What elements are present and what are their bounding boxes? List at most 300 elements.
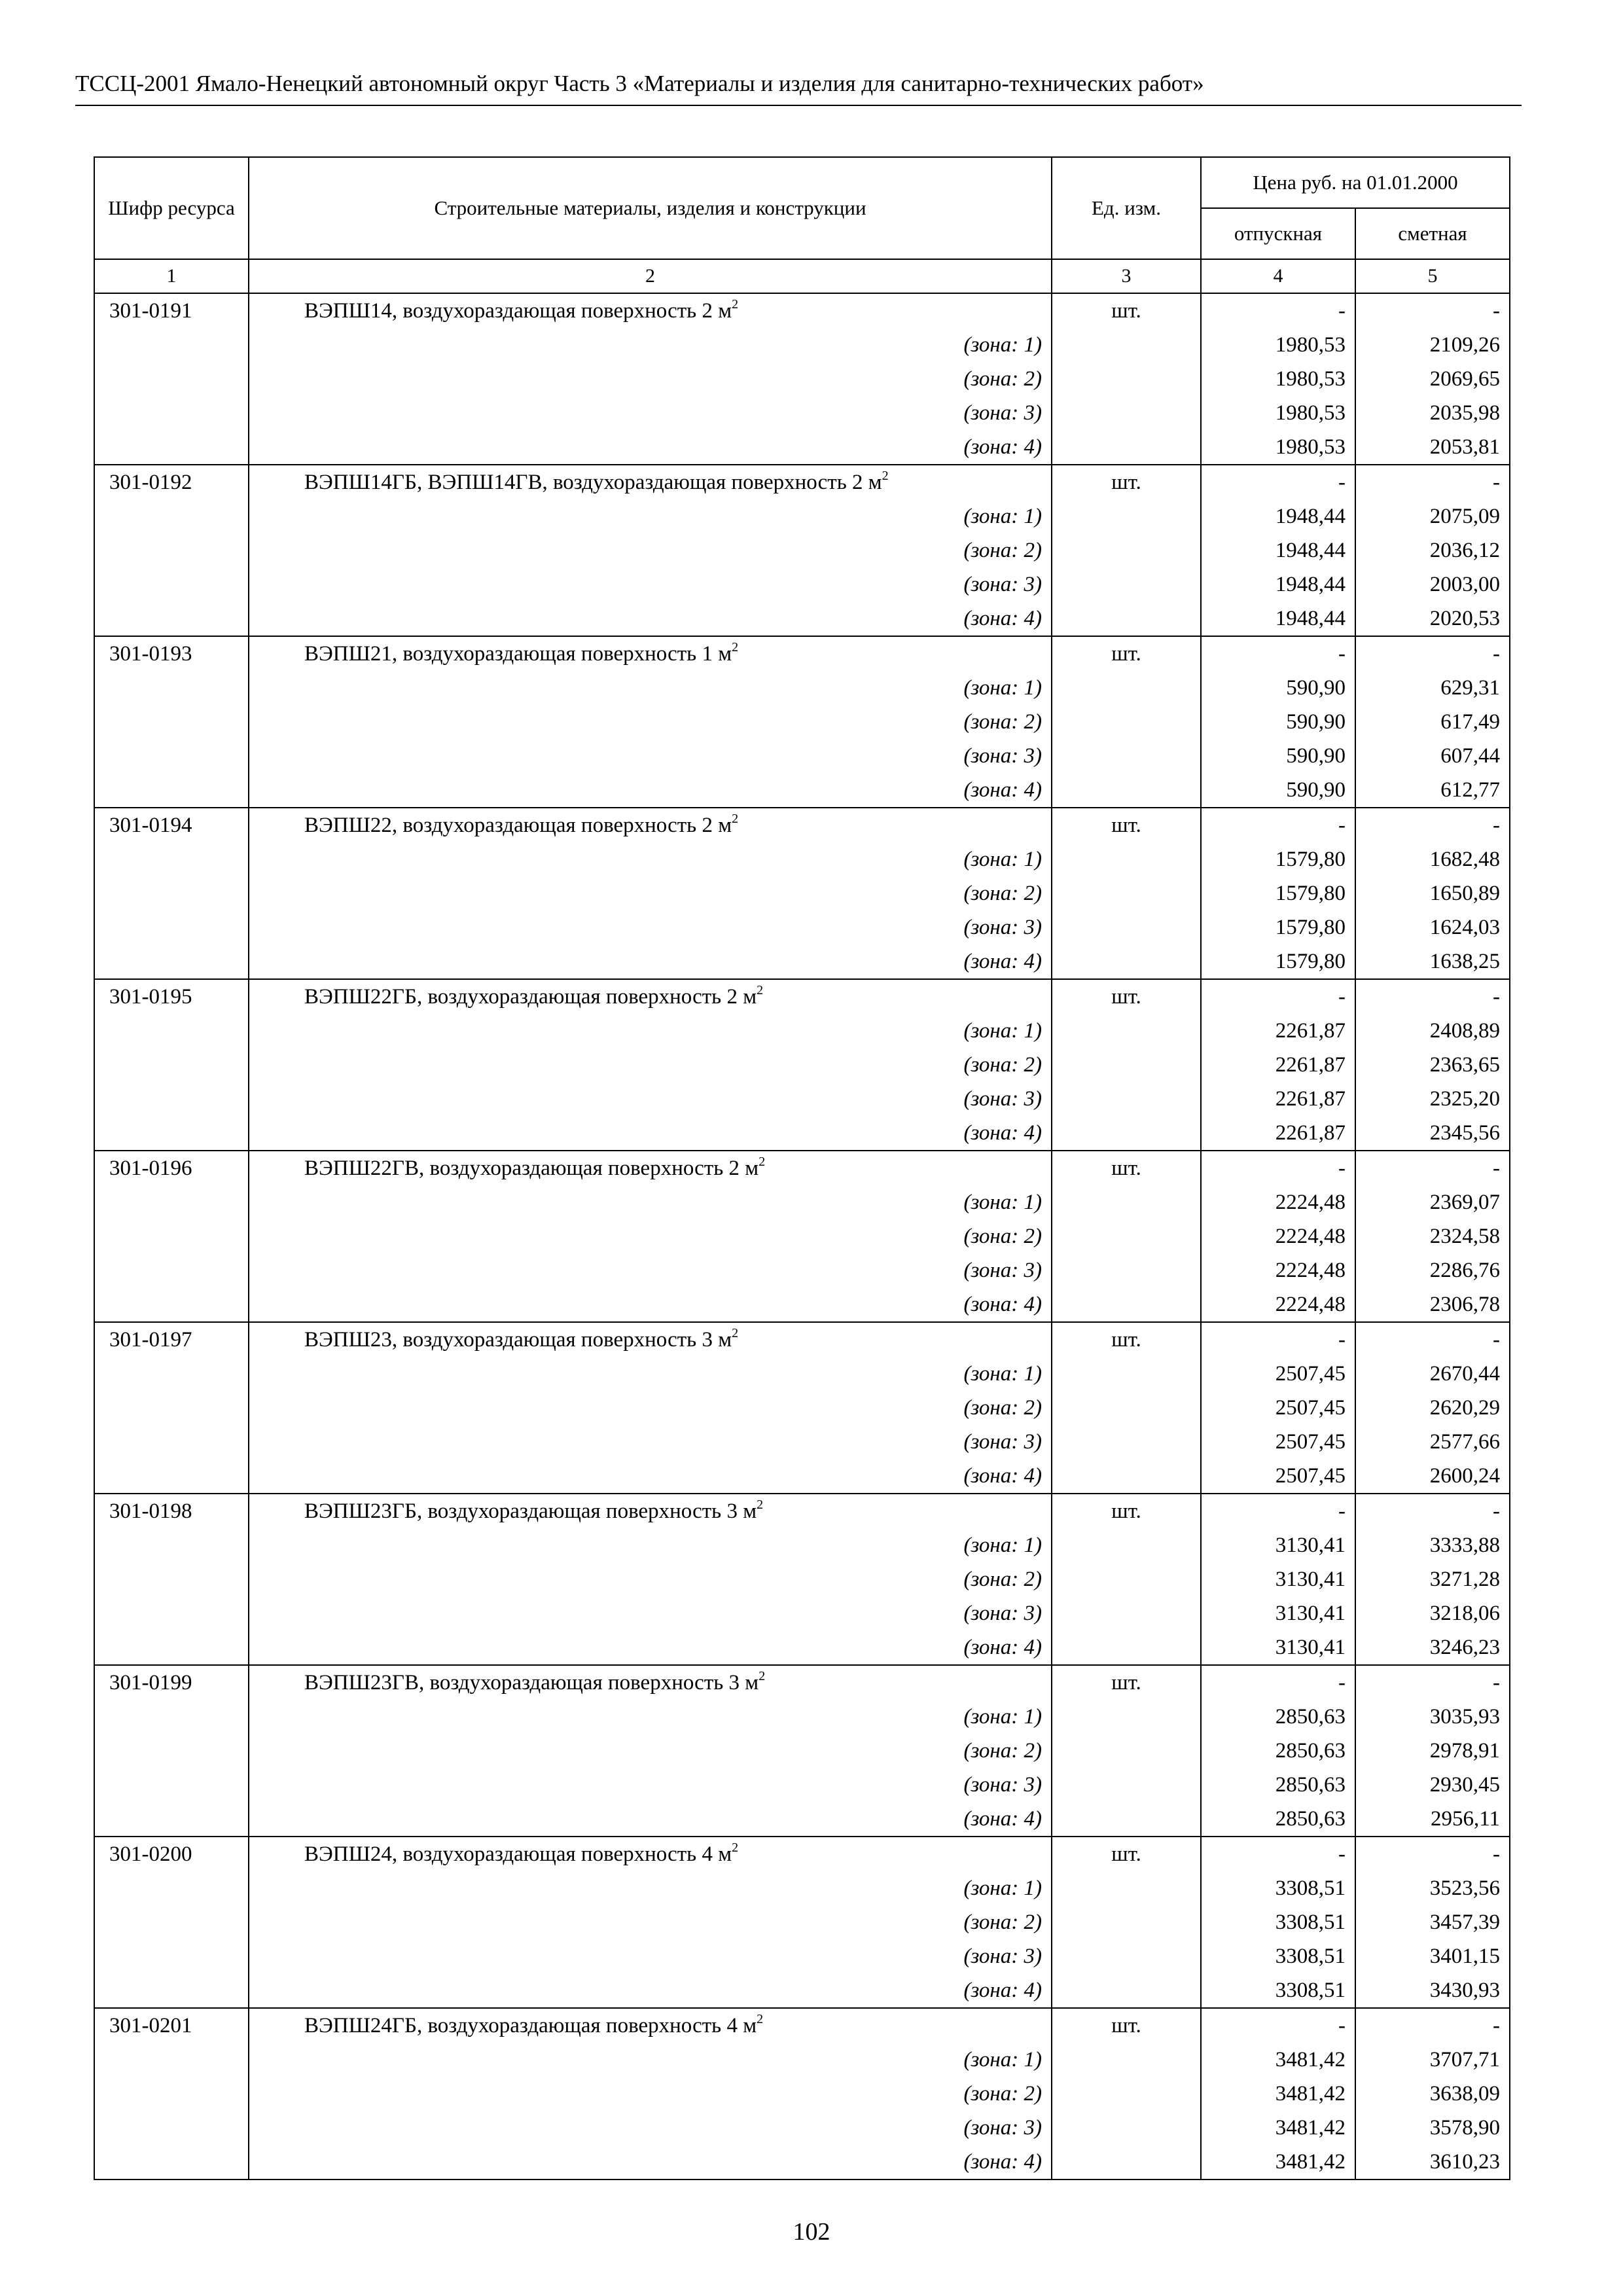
zone-label: (зона: 3) — [249, 910, 1052, 944]
zone-row — [94, 876, 1510, 910]
material-name-text: ВЭПШ24, воздухораздающая поверхность 4 м — [304, 1842, 732, 1866]
resource-code: 301-0198 — [94, 1494, 249, 1528]
estimate-price: 2620,29 — [1355, 1391, 1510, 1425]
estimate-price: 612,77 — [1355, 773, 1510, 808]
column-number: 5 — [1355, 259, 1510, 293]
zone-label: (зона: 4) — [249, 1802, 1052, 1837]
zone-row — [94, 1700, 1510, 1734]
table-row — [94, 1151, 1510, 1185]
release-price: 590,90 — [1201, 671, 1355, 705]
release-price: 1980,53 — [1201, 430, 1355, 465]
release-price: 3308,51 — [1201, 1905, 1355, 1939]
zone-row — [94, 1528, 1510, 1562]
zone-row — [94, 910, 1510, 944]
resource-code-empty — [94, 1357, 249, 1391]
resource-code-empty — [94, 773, 249, 808]
unit-empty — [1052, 533, 1201, 567]
unit-exponent: 2 — [882, 469, 889, 483]
release-price: 3308,51 — [1201, 1871, 1355, 1905]
zone-row — [94, 1768, 1510, 1802]
resource-code: 301-0195 — [94, 979, 249, 1014]
zone-row — [94, 533, 1510, 567]
zone-label: (зона: 4) — [249, 1973, 1052, 2008]
zone-row — [94, 705, 1510, 739]
unit-empty — [1052, 1871, 1201, 1905]
zone-label: (зона: 2) — [249, 1048, 1052, 1082]
resource-code-empty — [94, 1185, 249, 1219]
zone-label: (зона: 4) — [249, 1116, 1052, 1151]
estimate-price: - — [1355, 1151, 1510, 1185]
unit-empty — [1052, 1287, 1201, 1322]
unit-empty — [1052, 567, 1201, 601]
estimate-price: 2286,76 — [1355, 1253, 1510, 1287]
release-price: 1948,44 — [1201, 533, 1355, 567]
resource-code-empty — [94, 1871, 249, 1905]
zone-label: (зона: 3) — [249, 1082, 1052, 1116]
resource-code-empty — [94, 1734, 249, 1768]
zone-row — [94, 1734, 1510, 1768]
release-price: 1948,44 — [1201, 567, 1355, 601]
material-name-text: ВЭПШ24ГБ, воздухораздающая поверхность 4 м — [304, 2014, 757, 2037]
estimate-price: 2978,91 — [1355, 1734, 1510, 1768]
unit-empty — [1052, 1219, 1201, 1253]
resource-code: 301-0197 — [94, 1322, 249, 1357]
unit-of-measure: шт. — [1052, 293, 1201, 328]
unit-empty — [1052, 1014, 1201, 1048]
unit-empty — [1052, 1939, 1201, 1973]
estimate-price: - — [1355, 2008, 1510, 2043]
material-name-text: ВЭПШ21, воздухораздающая поверхность 1 м — [304, 642, 732, 666]
release-price: - — [1201, 465, 1355, 499]
release-price: 590,90 — [1201, 705, 1355, 739]
unit-empty — [1052, 1905, 1201, 1939]
unit-empty — [1052, 876, 1201, 910]
unit-empty — [1052, 1391, 1201, 1425]
release-price: - — [1201, 293, 1355, 328]
table-row — [94, 636, 1510, 671]
unit-exponent: 2 — [757, 1498, 764, 1512]
estimate-price: 2306,78 — [1355, 1287, 1510, 1322]
table-row — [94, 1322, 1510, 1357]
table-row — [94, 1494, 1510, 1528]
zone-label: (зона: 2) — [249, 533, 1052, 567]
estimate-price: 3578,90 — [1355, 2111, 1510, 2145]
resource-code-empty — [94, 1287, 249, 1322]
unit-exponent: 2 — [758, 1155, 766, 1169]
zone-row — [94, 430, 1510, 465]
zone-label: (зона: 2) — [249, 1391, 1052, 1425]
unit-empty — [1052, 1596, 1201, 1630]
material-name-text: ВЭПШ22, воздухораздающая поверхность 2 м — [304, 814, 732, 837]
unit-exponent: 2 — [732, 640, 739, 655]
zone-row — [94, 1287, 1510, 1322]
resource-code-empty — [94, 1562, 249, 1596]
material-name — [249, 636, 1052, 671]
release-price: 2850,63 — [1201, 1768, 1355, 1802]
release-price: 1948,44 — [1201, 601, 1355, 636]
column-number: 4 — [1201, 259, 1355, 293]
estimate-price: 3246,23 — [1355, 1630, 1510, 1665]
estimate-price: 1638,25 — [1355, 944, 1510, 979]
unit-exponent: 2 — [758, 1669, 766, 1683]
resource-code-empty — [94, 705, 249, 739]
price-table — [94, 156, 1510, 2180]
estimate-price: 1682,48 — [1355, 842, 1510, 876]
resource-code-empty — [94, 739, 249, 773]
material-name-text: ВЭПШ23ГВ, воздухораздающая поверхность 3 м — [304, 1671, 759, 1695]
release-price: - — [1201, 1494, 1355, 1528]
release-price: - — [1201, 1665, 1355, 1700]
resource-code-empty — [94, 396, 249, 430]
material-name-text: ВЭПШ22ГВ, воздухораздающая поверхность 2 м — [304, 1157, 759, 1180]
release-price: 2261,87 — [1201, 1116, 1355, 1151]
zone-label: (зона: 3) — [249, 396, 1052, 430]
unit-empty — [1052, 1425, 1201, 1459]
zone-label: (зона: 4) — [249, 2145, 1052, 2179]
unit-empty — [1052, 1048, 1201, 1082]
resource-code: 301-0200 — [94, 1837, 249, 1871]
unit-of-measure: шт. — [1052, 808, 1201, 842]
resource-code: 301-0199 — [94, 1665, 249, 1700]
zone-row — [94, 739, 1510, 773]
unit-empty — [1052, 430, 1201, 465]
zone-row — [94, 1905, 1510, 1939]
zone-row — [94, 842, 1510, 876]
zone-row — [94, 1973, 1510, 2008]
zone-label: (зона: 4) — [249, 1630, 1052, 1665]
resource-code-empty — [94, 876, 249, 910]
zone-label: (зона: 2) — [249, 705, 1052, 739]
zone-label: (зона: 1) — [249, 328, 1052, 362]
resource-code-empty — [94, 499, 249, 533]
zone-label: (зона: 3) — [249, 1253, 1052, 1287]
header-name: Строительные материалы, изделия и конструкции — [249, 157, 1052, 259]
resource-code-empty — [94, 944, 249, 979]
resource-code-empty — [94, 1459, 249, 1494]
resource-code-empty — [94, 1630, 249, 1665]
resource-code-empty — [94, 2043, 249, 2077]
estimate-price: 2369,07 — [1355, 1185, 1510, 1219]
unit-exponent: 2 — [732, 1326, 739, 1340]
unit-empty — [1052, 1185, 1201, 1219]
zone-label: (зона: 2) — [249, 1734, 1052, 1768]
estimate-price: 2069,65 — [1355, 362, 1510, 396]
unit-of-measure: шт. — [1052, 979, 1201, 1014]
resource-code: 301-0196 — [94, 1151, 249, 1185]
estimate-price: 2363,65 — [1355, 1048, 1510, 1082]
resource-code-empty — [94, 1253, 249, 1287]
zone-label: (зона: 2) — [249, 2077, 1052, 2111]
table-row — [94, 808, 1510, 842]
release-price: 2224,48 — [1201, 1219, 1355, 1253]
unit-empty — [1052, 1802, 1201, 1837]
zone-row — [94, 1630, 1510, 1665]
release-price: 2507,45 — [1201, 1459, 1355, 1494]
zone-label: (зона: 1) — [249, 499, 1052, 533]
resource-code: 301-0194 — [94, 808, 249, 842]
zone-row — [94, 1391, 1510, 1425]
resource-code-empty — [94, 1700, 249, 1734]
zone-label: (зона: 4) — [249, 773, 1052, 808]
estimate-price: 1650,89 — [1355, 876, 1510, 910]
zone-row — [94, 1116, 1510, 1151]
resource-code-empty — [94, 910, 249, 944]
zone-label: (зона: 1) — [249, 1357, 1052, 1391]
release-price: 2850,63 — [1201, 1802, 1355, 1837]
unit-exponent: 2 — [732, 812, 739, 826]
release-price: 590,90 — [1201, 773, 1355, 808]
unit-empty — [1052, 362, 1201, 396]
release-price: 2261,87 — [1201, 1014, 1355, 1048]
release-price: 1579,80 — [1201, 944, 1355, 979]
release-price: 3481,42 — [1201, 2111, 1355, 2145]
material-name — [249, 1151, 1052, 1185]
release-price: 3481,42 — [1201, 2145, 1355, 2179]
zone-row — [94, 1596, 1510, 1630]
zone-label: (зона: 4) — [249, 430, 1052, 465]
zone-label: (зона: 3) — [249, 739, 1052, 773]
resource-code-empty — [94, 1014, 249, 1048]
unit-empty — [1052, 1116, 1201, 1151]
release-price: 3130,41 — [1201, 1562, 1355, 1596]
release-price: - — [1201, 1837, 1355, 1871]
zone-row — [94, 499, 1510, 533]
unit-empty — [1052, 944, 1201, 979]
resource-code-empty — [94, 1082, 249, 1116]
zone-label: (зона: 2) — [249, 876, 1052, 910]
estimate-price: - — [1355, 808, 1510, 842]
release-price: 2224,48 — [1201, 1287, 1355, 1322]
unit-empty — [1052, 1973, 1201, 2008]
unit-empty — [1052, 396, 1201, 430]
release-price: 3130,41 — [1201, 1528, 1355, 1562]
release-price: 1579,80 — [1201, 876, 1355, 910]
zone-label: (зона: 1) — [249, 1185, 1052, 1219]
table-row — [94, 979, 1510, 1014]
table-header — [94, 157, 1510, 293]
estimate-price: 3035,93 — [1355, 1700, 1510, 1734]
header-price-group: Цена руб. на 01.01.2000 — [1201, 157, 1510, 208]
resource-code: 301-0192 — [94, 465, 249, 499]
material-name — [249, 1837, 1052, 1871]
zone-row — [94, 1939, 1510, 1973]
unit-of-measure: шт. — [1052, 1494, 1201, 1528]
zone-label: (зона: 2) — [249, 1905, 1052, 1939]
header-unit: Ед. изм. — [1052, 157, 1201, 259]
material-name-text: ВЭПШ23, воздухораздающая поверхность 3 м — [304, 1328, 732, 1352]
estimate-price: 2930,45 — [1355, 1768, 1510, 1802]
page-number: 102 — [793, 2218, 830, 2246]
estimate-price: 617,49 — [1355, 705, 1510, 739]
estimate-price: - — [1355, 1322, 1510, 1357]
zone-row — [94, 1357, 1510, 1391]
estimate-price: 2003,00 — [1355, 567, 1510, 601]
material-name-text: ВЭПШ23ГБ, воздухораздающая поверхность 3 м — [304, 1499, 757, 1523]
estimate-price: 2324,58 — [1355, 1219, 1510, 1253]
estimate-price: 2035,98 — [1355, 396, 1510, 430]
estimate-price: 2577,66 — [1355, 1425, 1510, 1459]
material-name — [249, 2008, 1052, 2043]
release-price: 2507,45 — [1201, 1357, 1355, 1391]
material-name — [249, 979, 1052, 1014]
estimate-price: 2345,56 — [1355, 1116, 1510, 1151]
unit-empty — [1052, 601, 1201, 636]
unit-empty — [1052, 739, 1201, 773]
estimate-price: - — [1355, 293, 1510, 328]
release-price: - — [1201, 636, 1355, 671]
resource-code-empty — [94, 671, 249, 705]
estimate-price: 2036,12 — [1355, 533, 1510, 567]
zone-label: (зона: 4) — [249, 944, 1052, 979]
release-price: 2261,87 — [1201, 1082, 1355, 1116]
release-price: 1980,53 — [1201, 396, 1355, 430]
release-price: - — [1201, 1151, 1355, 1185]
resource-code-empty — [94, 328, 249, 362]
estimate-price: - — [1355, 1494, 1510, 1528]
table-row — [94, 1837, 1510, 1871]
header-estimate-price: сметная — [1355, 208, 1510, 259]
zone-label: (зона: 1) — [249, 842, 1052, 876]
resource-code-empty — [94, 430, 249, 465]
resource-code-empty — [94, 1939, 249, 1973]
header-release-price: отпускная — [1201, 208, 1355, 259]
unit-exponent: 2 — [757, 2012, 764, 2026]
resource-code-empty — [94, 1425, 249, 1459]
zone-label: (зона: 2) — [249, 362, 1052, 396]
resource-code: 301-0193 — [94, 636, 249, 671]
zone-label: (зона: 1) — [249, 2043, 1052, 2077]
unit-empty — [1052, 2077, 1201, 2111]
unit-empty — [1052, 773, 1201, 808]
estimate-price: - — [1355, 636, 1510, 671]
unit-empty — [1052, 1562, 1201, 1596]
zone-row — [94, 671, 1510, 705]
zone-label: (зона: 4) — [249, 601, 1052, 636]
unit-of-measure: шт. — [1052, 1665, 1201, 1700]
zone-row — [94, 1459, 1510, 1494]
estimate-price: 3523,56 — [1355, 1871, 1510, 1905]
unit-empty — [1052, 1528, 1201, 1562]
resource-code-empty — [94, 601, 249, 636]
unit-of-measure: шт. — [1052, 465, 1201, 499]
release-price: 2261,87 — [1201, 1048, 1355, 1082]
release-price: 1579,80 — [1201, 910, 1355, 944]
resource-code-empty — [94, 1973, 249, 2008]
estimate-price: 2956,11 — [1355, 1802, 1510, 1837]
unit-empty — [1052, 842, 1201, 876]
release-price: 2507,45 — [1201, 1425, 1355, 1459]
zone-label: (зона: 1) — [249, 1528, 1052, 1562]
estimate-price: 3271,28 — [1355, 1562, 1510, 1596]
resource-code: 301-0201 — [94, 2008, 249, 2043]
zone-label: (зона: 4) — [249, 1287, 1052, 1322]
unit-of-measure: шт. — [1052, 636, 1201, 671]
estimate-price: 3638,09 — [1355, 2077, 1510, 2111]
material-name — [249, 1665, 1052, 1700]
resource-code-empty — [94, 842, 249, 876]
estimate-price: 3707,71 — [1355, 2043, 1510, 2077]
material-name-text: ВЭПШ14ГБ, ВЭПШ14ГВ, воздухораздающая поверхность 2 м — [304, 471, 882, 494]
resource-code-empty — [94, 1528, 249, 1562]
unit-empty — [1052, 910, 1201, 944]
resource-code-empty — [94, 533, 249, 567]
estimate-price: 1624,03 — [1355, 910, 1510, 944]
zone-row — [94, 1802, 1510, 1837]
release-price: 3130,41 — [1201, 1596, 1355, 1630]
estimate-price: 2020,53 — [1355, 601, 1510, 636]
estimate-price: 3333,88 — [1355, 1528, 1510, 1562]
zone-row — [94, 944, 1510, 979]
zone-label: (зона: 1) — [249, 1871, 1052, 1905]
resource-code-empty — [94, 1768, 249, 1802]
resource-code: 301-0191 — [94, 293, 249, 328]
zone-row — [94, 1048, 1510, 1082]
resource-code-empty — [94, 1048, 249, 1082]
table-body — [94, 293, 1510, 2179]
column-number: 1 — [94, 259, 249, 293]
unit-of-measure: шт. — [1052, 1837, 1201, 1871]
release-price: 3130,41 — [1201, 1630, 1355, 1665]
header-rule — [75, 105, 1522, 106]
unit-empty — [1052, 2111, 1201, 2145]
unit-of-measure: шт. — [1052, 2008, 1201, 2043]
table-row — [94, 1665, 1510, 1700]
release-price: 3481,42 — [1201, 2077, 1355, 2111]
resource-code-empty — [94, 1905, 249, 1939]
release-price: 1980,53 — [1201, 362, 1355, 396]
release-price: 2224,48 — [1201, 1253, 1355, 1287]
resource-code-empty — [94, 567, 249, 601]
table-row — [94, 2008, 1510, 2043]
unit-empty — [1052, 1253, 1201, 1287]
zone-row — [94, 362, 1510, 396]
release-price: 1579,80 — [1201, 842, 1355, 876]
release-price: 590,90 — [1201, 739, 1355, 773]
release-price: 1980,53 — [1201, 328, 1355, 362]
resource-code-empty — [94, 1391, 249, 1425]
unit-exponent: 2 — [757, 983, 764, 997]
zone-row — [94, 2043, 1510, 2077]
column-number: 2 — [249, 259, 1052, 293]
release-price: 2850,63 — [1201, 1734, 1355, 1768]
estimate-price: - — [1355, 1837, 1510, 1871]
header-code: Шифр ресурса — [94, 157, 249, 259]
estimate-price: 3430,93 — [1355, 1973, 1510, 2008]
table-row — [94, 465, 1510, 499]
estimate-price: 2670,44 — [1355, 1357, 1510, 1391]
material-name — [249, 465, 1052, 499]
resource-code-empty — [94, 2077, 249, 2111]
table-row — [94, 293, 1510, 328]
unit-empty — [1052, 705, 1201, 739]
resource-code-empty — [94, 1219, 249, 1253]
zone-row — [94, 773, 1510, 808]
resource-code-empty — [94, 2111, 249, 2145]
zone-row — [94, 1014, 1510, 1048]
material-name — [249, 1494, 1052, 1528]
resource-code-empty — [94, 362, 249, 396]
unit-exponent: 2 — [732, 1840, 739, 1855]
unit-empty — [1052, 2043, 1201, 2077]
material-name — [249, 1322, 1052, 1357]
release-price: - — [1201, 979, 1355, 1014]
column-number: 3 — [1052, 259, 1201, 293]
estimate-price: 2075,09 — [1355, 499, 1510, 533]
zone-label: (зона: 3) — [249, 567, 1052, 601]
zone-row — [94, 1425, 1510, 1459]
release-price: - — [1201, 2008, 1355, 2043]
resource-code-empty — [94, 1596, 249, 1630]
